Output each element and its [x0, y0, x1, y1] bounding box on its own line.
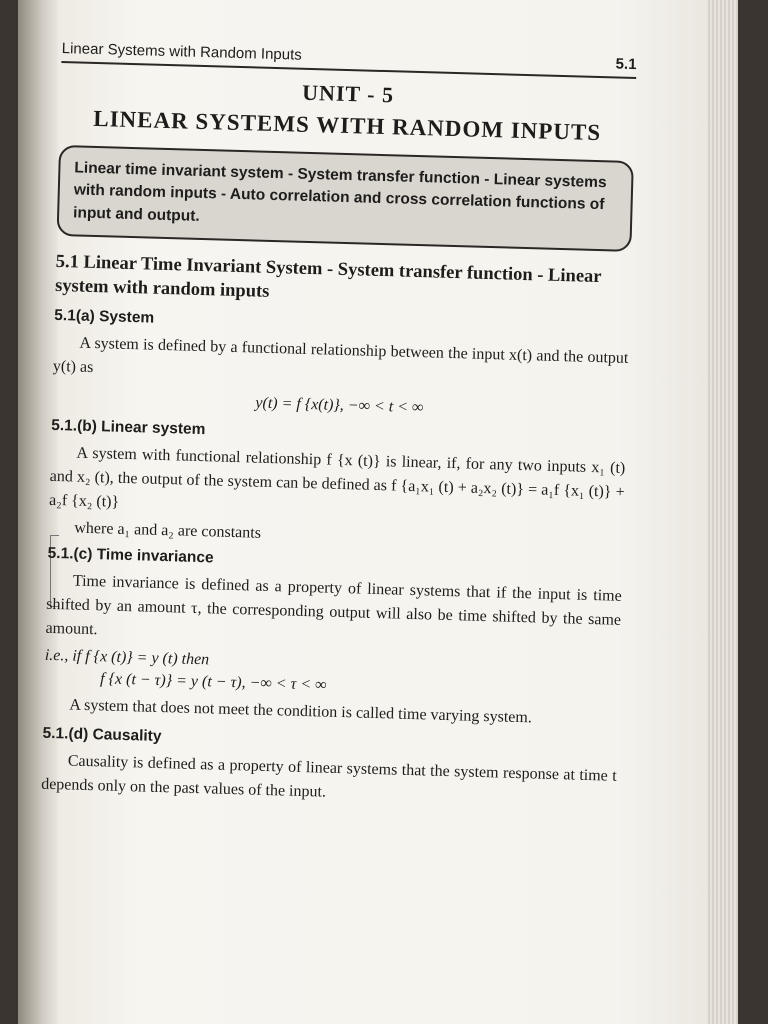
book-page [18, 0, 738, 1024]
summary-box: Linear time invariant system - System transfer function - Linear systems with random inputs - Auto correlation and cross correlation functions of input and output. [57, 145, 634, 252]
running-title: Linear Systems with Random Inputs [61, 40, 303, 64]
section-5-1-title: 5.1 Linear Time Invariant System - System transfer function - Linear system with random inputs [54, 252, 602, 303]
section-5-1-a-text: A system is defined by a functional relationship between the input x(t) and the output y(t) as [52, 334, 629, 376]
page-number: 5.1 [615, 55, 637, 74]
section-5-1-c-title: 5.1.(c) Time invariance [47, 544, 214, 566]
page-edges [708, 0, 738, 1024]
section-5-1-d-title: 5.1.(d) Causality [42, 724, 162, 745]
unit-title: UNIT - 5 [301, 79, 395, 108]
page-content [41, 40, 637, 812]
section-5-1-b-text: A system with functional relationship f {x (t)} is linear, if, for any two inputs x₁ (t) and x₂ (t), the output of the system can be defined as f {a₁x₁ (t) + a₂x₂ (t)} = a₁f {x₁ (t)} + a₂f {x₂ (t)} [48, 444, 626, 511]
section-5-1-c-text2: A system that does not meet the condition is called time varying system. [69, 695, 533, 726]
running-header [61, 40, 636, 79]
section-5-1-b-title: 5.1.(b) Linear system [51, 416, 206, 438]
equation-time-invariance-2: f {x (t − τ)} = y (t − τ), −∞ < τ < ∞ [99, 669, 327, 694]
section-5-1-a-title: 5.1(a) System [54, 306, 155, 327]
chapter-title: LINEAR SYSTEMS WITH RANDOM INPUTS [92, 105, 602, 146]
section-5-1-b-note: where a₁ and a₂ are constants [74, 519, 262, 542]
equation-time-invariance-1: i.e., if f {x (t)} = y (t) then [44, 646, 210, 668]
section-5-1-d-text: Causality is defined as a property of linear systems that the system response at time t depends only on the past values of the input. [40, 751, 617, 801]
equation-system: y(t) = f {x(t)}, −∞ < t < ∞ [255, 394, 424, 416]
section-5-1-c-text: Time invariance is defined as a property of linear systems that if the input is time shifted by an amount τ, the corresponding output will also be time shifted by the same amount. [45, 572, 622, 638]
